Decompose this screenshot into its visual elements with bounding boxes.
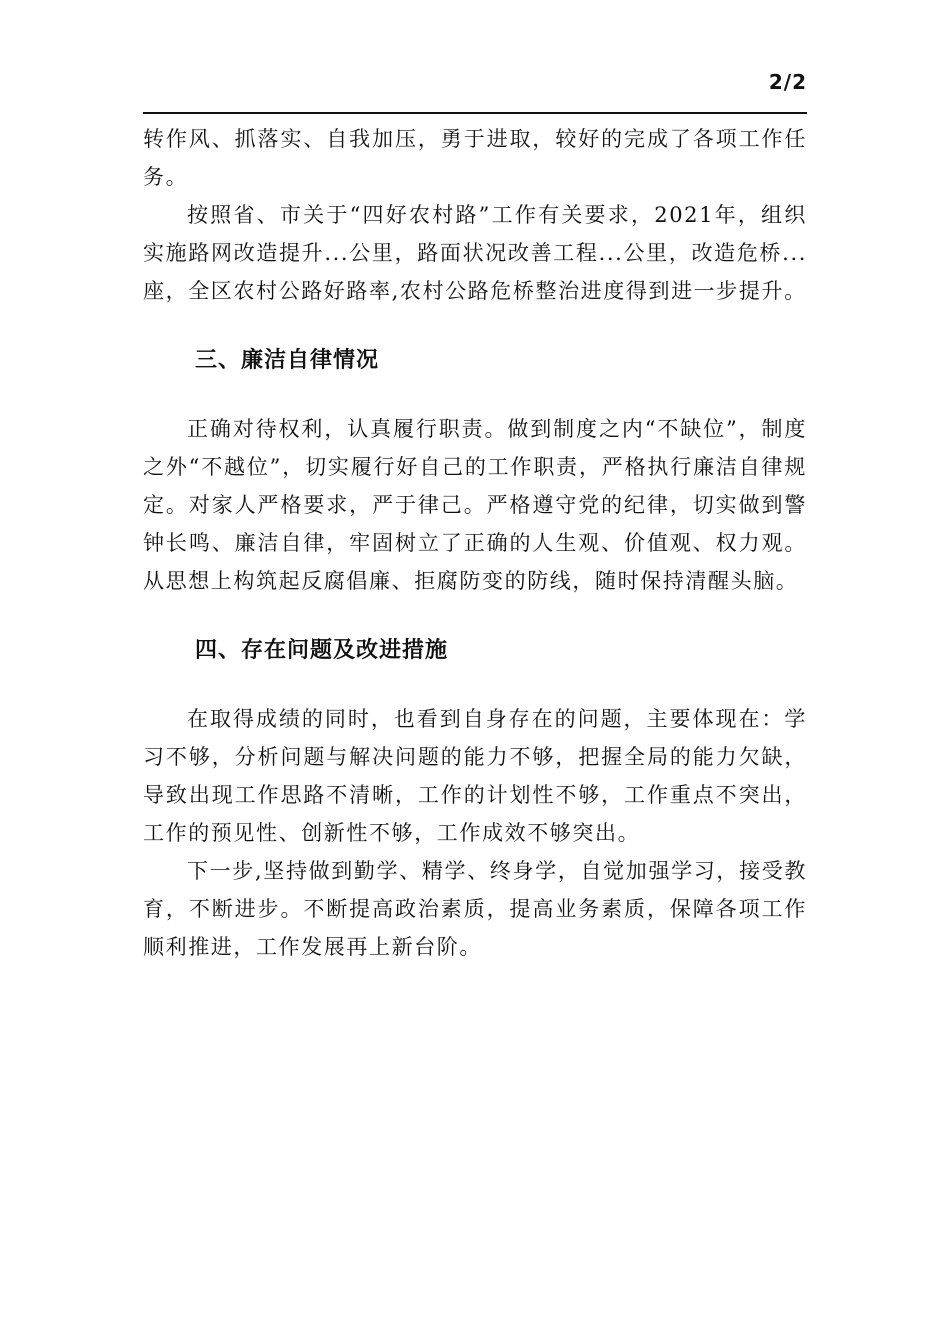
page-number: 2/2 (768, 70, 807, 94)
section-heading-problems: 四、存在问题及改进措施 (195, 638, 449, 663)
paragraph-integrity: 正确对待权利，认真履行职责。做到制度之内“不缺位”，制度之外“不越位”，切实履行好自己的工作职责，严格执行廉洁自律规定。对家人严格要求，严于律己。严格遵守党的纪律，切实做到警钟长鸣、廉洁自律，牢固树立了正确的人生观、价值观、权力观。从思想上构筑起反腐倡廉、拒腐防变的防线，随时保持清醒头脑。 (143, 417, 807, 593)
document-body (143, 120, 807, 966)
header-rule (143, 112, 807, 114)
paragraph-rural-roads: 按照省、市关于“四好农村路”工作有关要求，2021年，组织实施路网改造提升...公里，路面状况改善工程...公里，改造危桥...座，全区农村公路好路率,农村公路危桥整治进度得到进一步提升。 (143, 203, 807, 303)
paragraph-continuation: 转作风、抓落实、自我加压，勇于进取，较好的完成了各项工作任务。 (143, 127, 807, 189)
section-heading-integrity: 三、廉洁自律情况 (195, 348, 380, 373)
paragraph-problems: 在取得成绩的同时，也看到自身存在的问题，主要体现在：学习不够，分析问题与解决问题的能力不够，把握全局的能力欠缺，导致出现工作思路不清晰，工作的计划性不够，工作重点不突出，工作的预见性、创新性不够，工作成效不够突出。 (143, 707, 807, 845)
paragraph-next-steps: 下一步,坚持做到勤学、精学、终身学，自觉加强学习，接受教育，不断进步。不断提高政治素质，提高业务素质，保障各项工作顺利推进，工作发展再上新台阶。 (143, 859, 807, 959)
